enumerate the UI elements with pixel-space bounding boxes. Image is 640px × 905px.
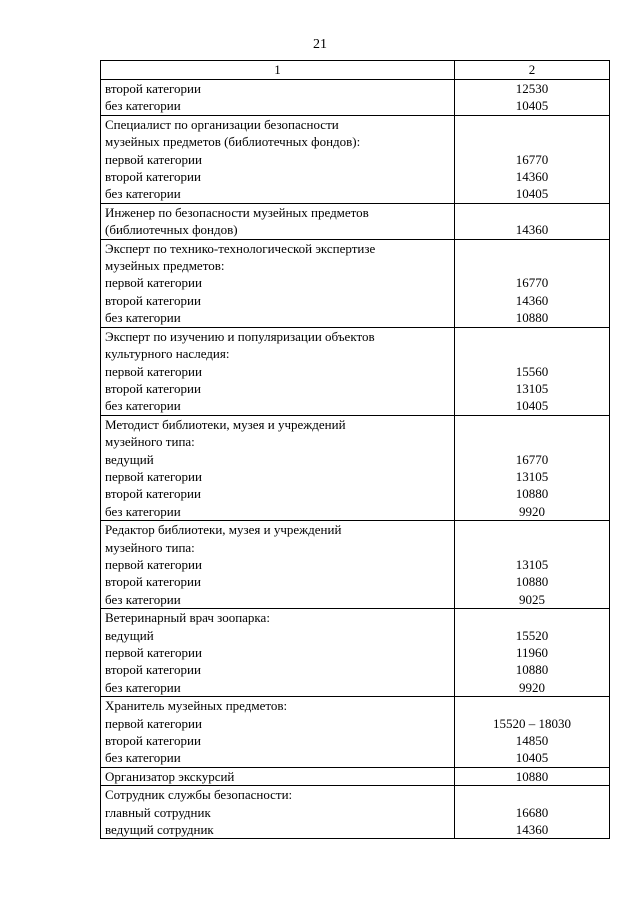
salary-line-empty — [459, 133, 605, 150]
position-line: второй категории — [105, 733, 201, 749]
position-cell — [101, 327, 455, 415]
salary-value: 13105 — [515, 468, 549, 484]
salary-value: 10880 — [515, 310, 549, 326]
table-row — [101, 203, 610, 239]
table-row — [101, 697, 610, 768]
position-line: второй категории — [105, 662, 201, 678]
table-header-row — [101, 61, 610, 80]
salary-value: 11960 — [515, 645, 549, 660]
salary-cell — [455, 327, 610, 415]
position-line: без категории — [105, 98, 181, 114]
salary-value: 14850 — [515, 733, 549, 749]
position-line: без категории — [105, 310, 181, 326]
salary-value: 14360 — [515, 292, 549, 308]
position-cell — [101, 239, 455, 327]
table-row — [101, 115, 610, 203]
salary-line-empty — [459, 328, 605, 345]
position-cell — [101, 786, 455, 839]
position-line: Методист библиотеки, музея и учреждений — [105, 416, 346, 432]
position-line: первой категории — [105, 468, 202, 484]
salary-value: 16770 — [515, 275, 549, 291]
salary-line-empty — [459, 345, 605, 362]
salary-cell — [455, 521, 610, 609]
position-line: без категории — [105, 679, 181, 695]
salary-value: 16680 — [515, 804, 549, 820]
position-line: Сотрудник службы безопасности: — [105, 787, 293, 803]
salary-value: 9025 — [519, 591, 545, 607]
table-row — [101, 767, 610, 785]
salary-cell — [455, 239, 610, 327]
salary-value: 15520 — [515, 627, 549, 643]
position-line: Организатор экскурсий — [105, 768, 235, 784]
position-line: Инженер по безопасности музейных предметов — [105, 204, 369, 220]
salary-line-empty — [459, 416, 605, 433]
salary-line-empty — [459, 786, 605, 803]
position-line: второй категории — [105, 81, 201, 96]
position-line: музейных предметов: — [105, 258, 225, 274]
position-line: без категории — [105, 591, 181, 607]
position-line: (библиотечных фондов) — [105, 222, 238, 238]
salary-value: 9920 — [519, 679, 545, 695]
salary-value: 16770 — [515, 151, 549, 167]
salary-cell — [455, 786, 610, 839]
position-cell — [101, 609, 455, 697]
table-row — [101, 239, 610, 327]
salary-value: 10880 — [515, 574, 549, 590]
position-line: первой категории — [105, 275, 202, 291]
salary-line-empty — [459, 609, 605, 626]
position-line: музейных предметов (библиотечных фондов): — [105, 134, 361, 150]
position-line: ведущий сотрудник — [105, 822, 214, 838]
salary-value: 10405 — [515, 186, 549, 202]
position-line: первой категории — [105, 645, 202, 660]
salary-value: 15560 — [515, 363, 549, 379]
position-cell — [101, 521, 455, 609]
position-line: без категории — [105, 750, 181, 766]
salary-value: 15520 – 18030 — [493, 715, 571, 731]
position-line: второй категории — [105, 486, 201, 502]
position-cell — [101, 767, 455, 785]
position-line: ведущий — [105, 627, 154, 643]
salary-cell — [455, 697, 610, 768]
salary-line-empty — [459, 521, 605, 538]
position-line: второй категории — [105, 169, 201, 185]
position-line: Редактор библиотеки, музея и учреждений — [105, 522, 342, 538]
table-row — [101, 415, 610, 520]
salary-cell — [455, 80, 610, 116]
salary-line-empty — [459, 539, 605, 556]
salary-value: 12530 — [515, 81, 549, 96]
position-line: первой категории — [105, 151, 202, 167]
table-row — [101, 327, 610, 415]
salary-cell — [455, 767, 610, 785]
position-line: культурного наследия: — [105, 346, 230, 362]
position-cell — [101, 203, 455, 239]
position-line: второй категории — [105, 574, 201, 590]
position-line: без категории — [105, 398, 181, 414]
salary-value: 13105 — [515, 556, 549, 572]
header-cell-salary: 2 — [455, 61, 610, 80]
table-row — [101, 80, 610, 116]
position-cell — [101, 80, 455, 116]
position-line: Специалист по организации безопасности — [105, 116, 339, 132]
salary-value: 13105 — [515, 380, 549, 396]
table-body — [101, 61, 610, 839]
salary-cell — [455, 115, 610, 203]
position-line: главный сотрудник — [105, 804, 211, 820]
salary-value: 10880 — [515, 486, 549, 502]
salary-value: 14360 — [515, 822, 549, 838]
salary-line-empty — [459, 433, 605, 450]
salary-value: 16770 — [515, 451, 549, 467]
position-line: первой категории — [105, 556, 202, 572]
position-line: второй категории — [105, 380, 201, 396]
salary-line-empty — [459, 697, 605, 714]
position-cell — [101, 415, 455, 520]
table-row — [101, 786, 610, 839]
salary-line-empty — [459, 204, 605, 221]
page-number: 21 — [313, 37, 327, 52]
header-cell-position: 1 — [101, 61, 455, 80]
salary-value: 14360 — [515, 169, 549, 185]
salary-value: 10880 — [515, 662, 549, 678]
position-line: первой категории — [105, 715, 202, 731]
position-line: без категории — [105, 186, 181, 202]
table-row — [101, 521, 610, 609]
salary-line-empty — [459, 116, 605, 133]
position-cell — [101, 697, 455, 768]
position-line: Эксперт по изучению и популяризации объектов — [105, 328, 375, 344]
position-line: Ветеринарный врач зоопарка: — [105, 610, 270, 626]
salary-value: 14360 — [515, 222, 549, 238]
position-line: ведущий — [105, 451, 154, 467]
table-row — [101, 609, 610, 697]
position-cell — [101, 115, 455, 203]
position-line: Хранитель музейных предметов: — [105, 698, 288, 714]
salary-value: 9920 — [519, 503, 545, 519]
position-line: музейного типа: — [105, 539, 195, 555]
salary-cell — [455, 203, 610, 239]
salary-value: 10880 — [515, 768, 549, 784]
salary-value: 10405 — [515, 98, 549, 114]
salary-value: 10405 — [515, 750, 549, 766]
position-line: без категории — [105, 503, 181, 519]
salary-value: 10405 — [515, 398, 549, 414]
salary-table — [100, 60, 610, 839]
salary-line-empty — [459, 257, 605, 274]
salary-cell — [455, 415, 610, 520]
position-line: второй категории — [105, 292, 201, 308]
salary-cell — [455, 609, 610, 697]
position-line: музейного типа: — [105, 434, 195, 450]
position-line: первой категории — [105, 363, 202, 379]
position-line: Эксперт по технико-технологической экспертизе — [105, 240, 376, 256]
salary-line-empty — [459, 240, 605, 257]
